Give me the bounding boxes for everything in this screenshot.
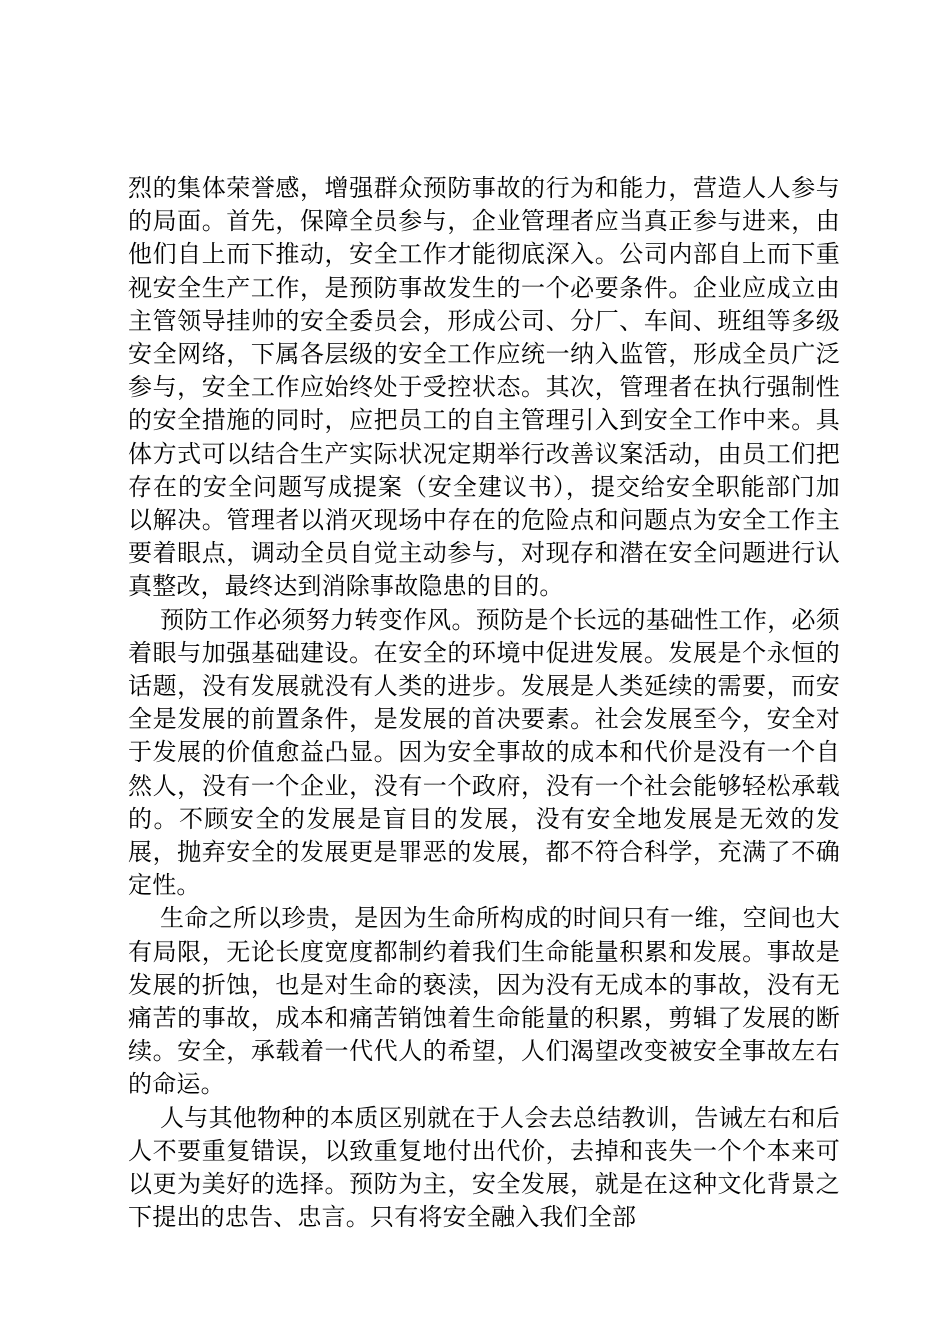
paragraph-1: 烈的集体荣誉感，增强群众预防事故的行为和能力，营造人人参与的局面。首先，保障全员参与，企业管理者应当真正参与进来，由他们自上而下推动，安全工作才能彻底深入。公司内部自上而下重视安全生产工作，是预防事故发生的一个必要条件。企业应成立由主管领导挂帅的安全委员会，形成公司、分厂、车间、班组等多级安全网络，下属各层级的安全工作应统一纳入监管，形成全员广泛参与，安全工作应始终处于受控状态。其次，管理者在执行强制性的安全措施的同时，应把员工的自主管理引入到安全工作中来。具体方式可以结合生产实际状况定期举行改善议案活动，由员工们把存在的安全问题写成提案（安全建议书），提交给安全职能部门加以解决。管理者以消灭现场中存在的危险点和问题点为安全工作主要着眼点，调动全员自觉主动参与，对现存和潜在安全问题进行认真整改，最终达到消除事故隐患的目的。 [128,174,840,601]
paragraph-2: 预防工作必须努力转变作风。预防是个长远的基础性工作，必须着眼与加强基础建设。在安全的环境中促进发展。发展是个永恒的话题，没有发展就没有人类的进步。发展是人类延续的需要，而安全是发展的前置条件，是发展的首决要素。社会发展至今，安全对于发展的价值愈益凸显。因为安全事故的成本和代价是没有一个自然人，没有一个企业，没有一个政府，没有一个社会能够轻松承载的。不顾安全的发展是盲目的发展，没有安全地发展是无效的发展，抛弃安全的发展更是罪恶的发展，都不符合科学，充满了不确定性。 [128,605,840,900]
paragraph-4: 人与其他物种的本质区别就在于人会去总结教训，告诫左右和后人不要重复错误，以致重复地付出代价，去掉和丧失一个个本来可以更为美好的选择。预防为主，安全发展，就是在这种文化背景之下提出的忠告、忠言。只有将安全融入我们全部 [128,1103,840,1232]
paragraph-3: 生命之所以珍贵，是因为生命所构成的时间只有一维，空间也大有局限，无论长度宽度都制约着我们生命能量积累和发展。事故是发展的折蚀，也是对生命的亵渎，因为没有无成本的事故，没有无痛苦的事故，成本和痛苦销蚀着生命能量的积累，剪辑了发展的断续。安全，承载着一代代人的希望，人们渴望改变被安全事故左右的命运。 [128,904,840,1099]
document-body [128,172,840,1235]
